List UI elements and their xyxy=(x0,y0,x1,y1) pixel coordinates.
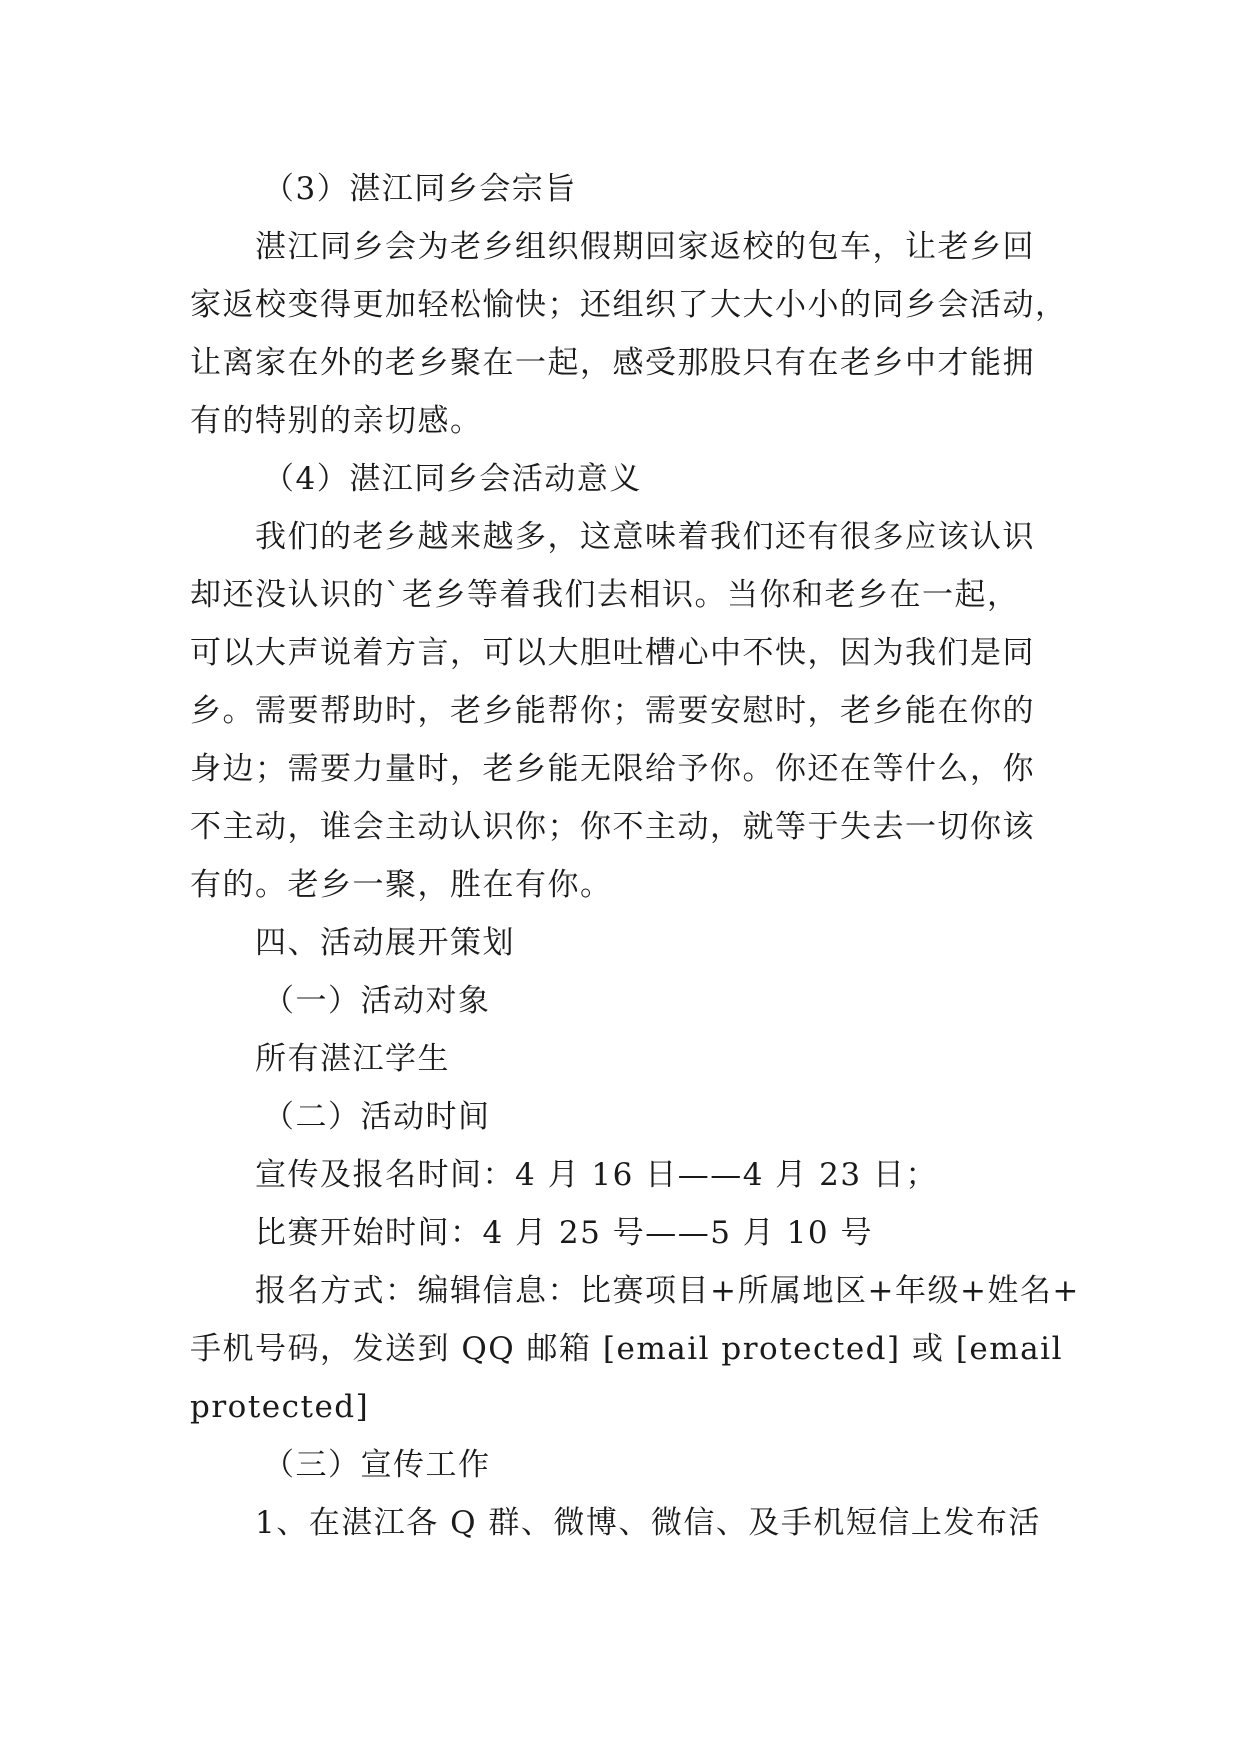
paragraph-line: protected] xyxy=(190,1389,370,1425)
section-heading-significance: （4）湛江同乡会活动意义 xyxy=(263,461,642,497)
subsection-heading-audience: （一）活动对象 xyxy=(263,983,491,1019)
paragraph-line: 湛江同乡会为老乡组织假期回家返校的包车，让老乡回 xyxy=(255,229,1035,265)
section-heading-purpose: （3）湛江同乡会宗旨 xyxy=(263,171,577,207)
paragraph-line: 有的特别的亲切感。 xyxy=(190,403,483,439)
subsection-heading-publicity: （三）宣传工作 xyxy=(263,1447,491,1483)
paragraph-line: 身边；需要力量时，老乡能无限给予你。你还在等什么，你 xyxy=(190,751,1035,787)
paragraph-line: 报名方式：编辑信息：比赛项目+所属地区+年级+姓名+ xyxy=(255,1273,1080,1309)
paragraph-line: 家返校变得更加轻松愉快；还组织了大大小小的同乡会活动， xyxy=(190,287,1068,323)
paragraph-line: 乡。需要帮助时，老乡能帮你；需要安慰时，老乡能在你的 xyxy=(190,693,1035,729)
document-body xyxy=(190,160,1080,1552)
paragraph-line: 不主动，谁会主动认识你；你不主动，就等于失去一切你该 xyxy=(190,809,1035,845)
paragraph-line: 所有湛江学生 xyxy=(255,1041,450,1077)
section-heading-planning: 四、活动展开策划 xyxy=(255,925,515,961)
paragraph-line: 我们的老乡越来越多，这意味着我们还有很多应该认识 xyxy=(255,519,1035,555)
paragraph-line: 宣传及报名时间：4 月 16 日——4 月 23 日； xyxy=(255,1157,938,1193)
paragraph-line: 有的。老乡一聚，胜在有你。 xyxy=(190,867,613,903)
paragraph-line: 比赛开始时间：4 月 25 号——5 月 10 号 xyxy=(255,1215,873,1251)
paragraph-line: 可以大声说着方言，可以大胆吐槽心中不快，因为我们是同 xyxy=(190,635,1035,671)
subsection-heading-time: （二）活动时间 xyxy=(263,1099,491,1135)
paragraph-line: 1、在湛江各 Q 群、微博、微信、及手机短信上发布活 xyxy=(255,1505,1041,1541)
paragraph-line: 让离家在外的老乡聚在一起，感受那股只有在老乡中才能拥 xyxy=(190,345,1035,381)
paragraph-line: 手机号码，发送到 QQ 邮箱 [email protected] 或 [email xyxy=(190,1331,1063,1367)
paragraph-line: 却还没认识的`老乡等着我们去相识。当你和老乡在一起， xyxy=(190,577,1020,613)
